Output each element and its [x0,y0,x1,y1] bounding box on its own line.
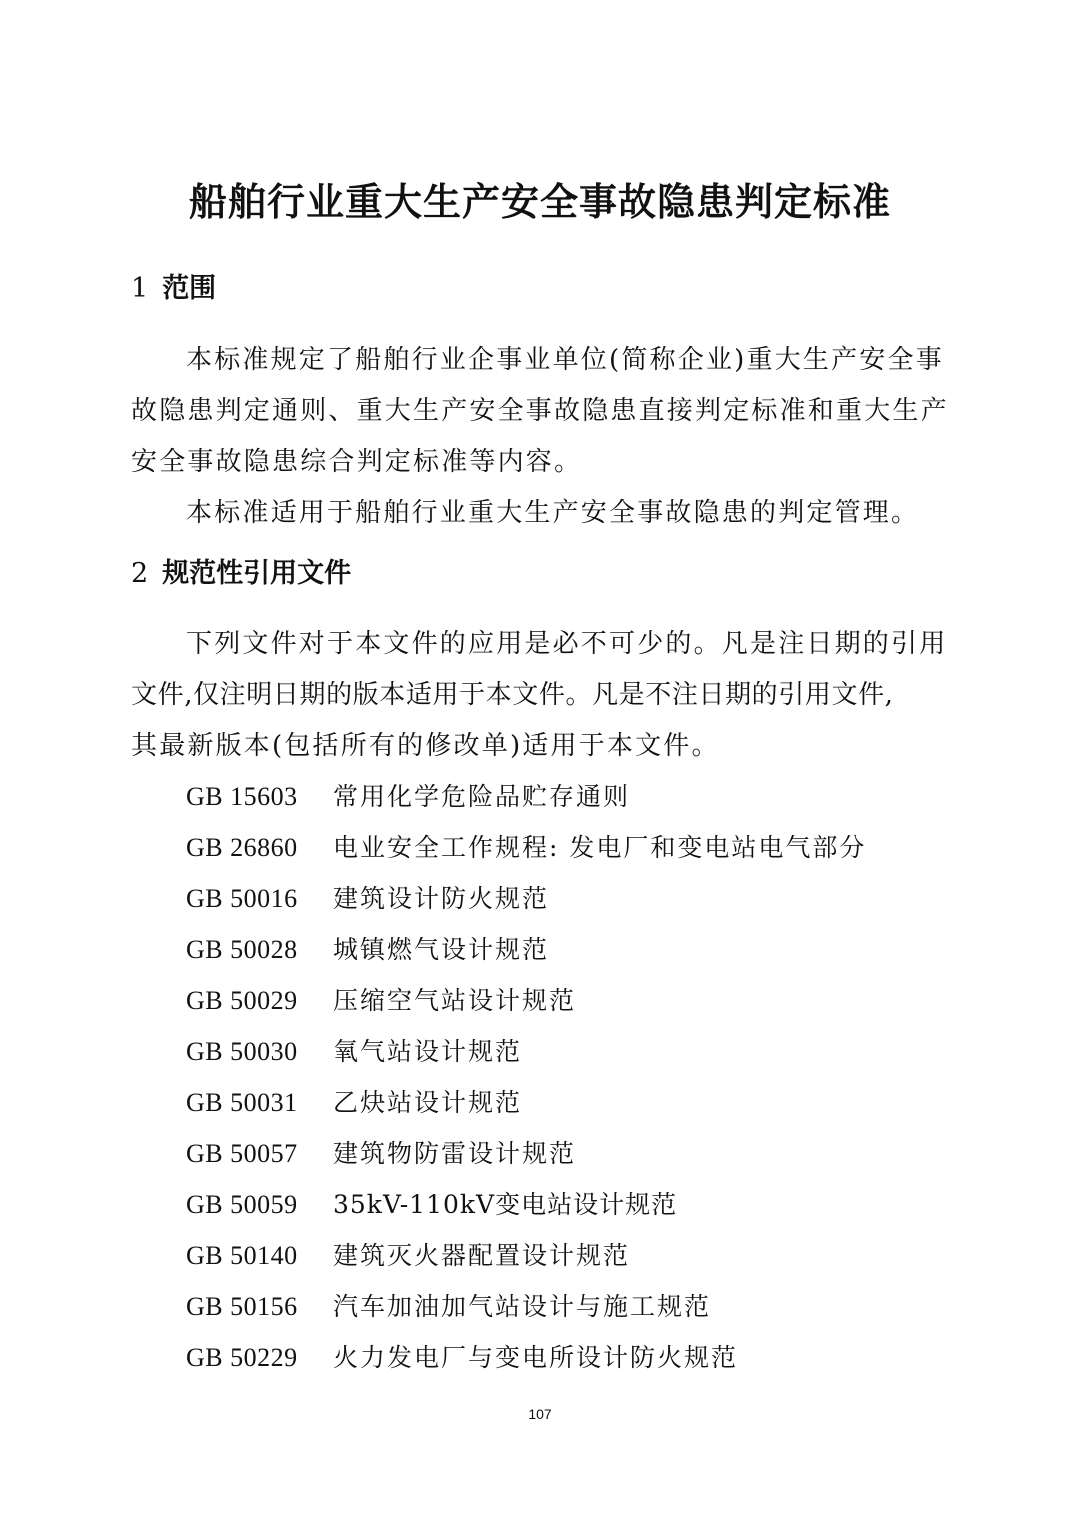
reference-name: 压缩空气站设计规范 [333,986,577,1015]
reference-code: GB 50140 [186,1241,298,1270]
reference-name: 电业安全工作规程: 发电厂和变电站电气部分 [333,833,867,862]
page-number: 107 [528,1406,552,1422]
reference-name: 汽车加油加气站设计与施工规范 [333,1292,712,1321]
reference-name: 氧气站设计规范 [333,1037,523,1066]
reference-name: 建筑设计防火规范 [333,884,550,913]
reference-name: 城镇燃气设计规范 [333,935,550,964]
section-1-paragraph-2-line-1: 本标准适用于船舶行业重大生产安全事故隐患的判定管理。 [186,498,920,528]
reference-name: 35kV-110kV变电站设计规范 [333,1190,678,1219]
reference-code: GB 50229 [186,1343,298,1372]
section-2-paragraph-1-line-3: 其最新版本(包括所有的修改单)适用于本文件。 [131,731,720,761]
section-1-heading [131,269,216,309]
reference-code: GB 50028 [186,935,298,964]
reference-name: 火力发电厂与变电所设计防火规范 [333,1343,739,1372]
section-2-title: 规范性引用文件 [162,558,352,589]
reference-code: GB 26860 [186,833,298,862]
reference-name: 建筑灭火器配置设计规范 [333,1241,631,1270]
section-1-number: 1 [131,273,149,304]
reference-code: GB 50059 [186,1190,298,1219]
reference-name: 常用化学危险品贮存通则 [333,782,631,811]
reference-code: GB 50156 [186,1292,298,1321]
section-2-paragraph-1-line-1: 下列文件对于本文件的应用是必不可少的。凡是注日期的引用 [186,629,948,659]
section-2-number: 2 [131,558,149,589]
section-2-paragraph-1-line-2: 文件,仅注明日期的版本适用于本文件。凡是不注日期的引用文件, [131,680,894,710]
reference-code: GB 15603 [186,782,298,811]
reference-code: GB 50016 [186,884,298,913]
section-1-paragraph-1-line-3: 安全事故隐患综合判定标准等内容。 [131,447,583,477]
reference-code: GB 50057 [186,1139,298,1168]
reference-name: 乙炔站设计规范 [333,1088,523,1117]
section-1-paragraph-1-line-2: 故隐患判定通则、重大生产安全事故隐患直接判定标准和重大生产 [131,396,949,426]
section-1-paragraph-1-line-1: 本标准规定了船舶行业企事业单位(简称企业)重大生产安全事 [186,345,944,375]
reference-code: GB 50029 [186,986,298,1015]
page-title: 船舶行业重大生产安全事故隐患判定标准 [188,180,891,224]
reference-name: 建筑物防雷设计规范 [333,1139,577,1168]
reference-code: GB 50031 [186,1088,298,1117]
section-2-heading [131,554,351,594]
section-1-title: 范围 [162,273,217,304]
reference-code: GB 50030 [186,1037,298,1066]
